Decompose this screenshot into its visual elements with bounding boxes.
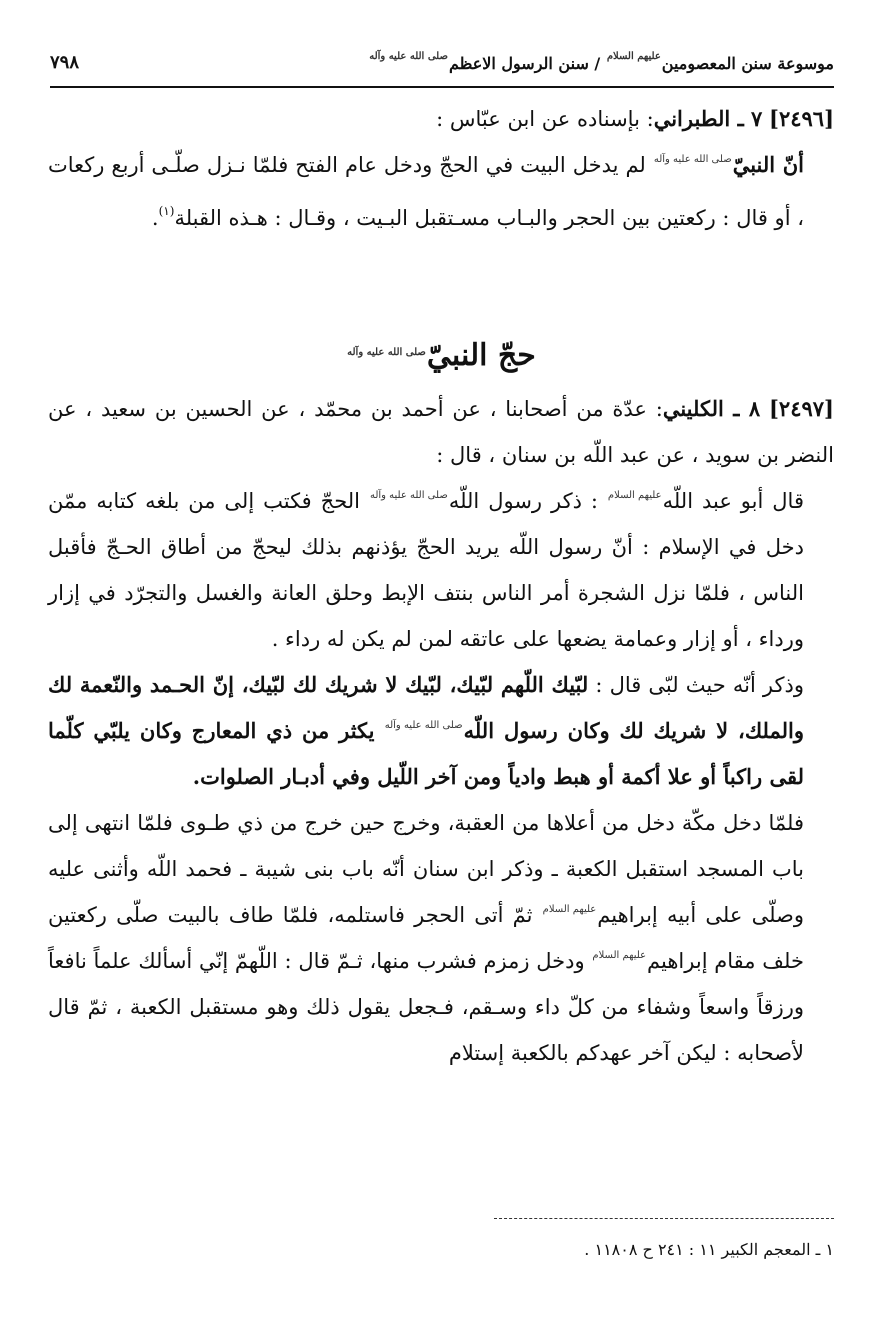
text-run: ثمّ أتى الحجر فاستلمه، فلمّا طاف بالبيت صلّى ركعتين خلف مقام إبراهيم: [48, 903, 804, 973]
honorific-glyph: صلى الله عليه وآله: [347, 347, 426, 358]
section-title: حجّ النبيّ: [426, 338, 536, 373]
hadith-isnad: [48, 96, 834, 142]
hadith-2496: [48, 96, 834, 241]
footnote-divider: [494, 1218, 834, 1219]
hadith-source: ٨ ـ الكليني: [662, 396, 761, 421]
hadith-number: [٢٤٩٦]: [769, 106, 834, 131]
honorific-glyph: عليهم السلام: [592, 950, 647, 961]
running-header: [50, 44, 834, 88]
book-title: موسوعة سنن المعصومين: [661, 53, 834, 73]
honorific-glyph: صلى الله عليه وآله: [369, 50, 448, 62]
text-run: الحجّ فكتب إلى من بلغه كتابه ممّن دخل في الإسلام : أنّ رسول اللّه يريد الحجّ يؤذنهم بذلك ليحجّ من أطاق الحـجّ فأقبل الناس ، فلمّا نزل الشجرة أمر الناس بنتف الإبط وحلق العانة والغسل والتجرّد في إزار ورداء ، أو إزار وعمامة يضعها على عاتقه لمن لم يكن له رداء .: [48, 489, 804, 651]
hadith-number: [٢٤٩٧]: [768, 396, 834, 421]
text-run: فلمّا دخل مكّة دخل من أعلاها من العقبة، وخرج حين خرج من ذي طـوى فلمّا انتهى إلى باب المسجد استقبل الكعبة ـ وذكر ابن سنان أنّه باب بنى شيبة ـ فحمد اللّه وأثنى عليه وصلّى على أبيه إبراهيم: [48, 811, 804, 927]
text-run: : ذكر رسول اللّه: [448, 489, 598, 513]
text-run: ودخل زمزم فشرب منها، ثـمّ قال : اللّهمّ إنّي أسألك علماً نافعاً ورزقاً واسعاً وشفاء من كلّ داء وسـقم، فـجعل يقول ذلك وهو مستقبل الكعبة ، ثمّ قال لأصحابه : ليكن آخر عهدكم بالكعبة إستلام: [48, 949, 804, 1065]
honorific-glyph: عليهم السلام: [542, 904, 597, 915]
paragraph: [48, 800, 834, 1076]
text-run: وذكر أنّه حيث لبّى قال :: [595, 673, 804, 697]
footnote: [48, 1236, 834, 1264]
text-run: قال أبو عبد اللّه: [662, 489, 804, 513]
hadith-2497: [48, 386, 834, 1076]
hadith-isnad: [48, 386, 834, 478]
title-separator: /: [594, 53, 601, 73]
page-number: ٧٩٨: [50, 51, 80, 73]
honorific-glyph: عليهم السلام: [607, 490, 662, 501]
footnote-text: ١ ـ المعجم الكبير ١١ : ٢٤١ ح ١١٨٠٨ .: [584, 1240, 834, 1259]
honorific-glyph: عليهم السلام: [606, 50, 661, 62]
honorific-glyph: صلى الله عليه وآله: [384, 720, 463, 731]
sentence-end: .: [151, 206, 159, 230]
text-run-bold: لبّيك اللّهم لبّيك، لبّيك لا شريك لك لبّيك، إنّ الحـمد والنّعمة لك والملك، لا شريك لك وكان رسول اللّه: [48, 672, 804, 743]
section-heading: [48, 330, 834, 382]
honorific-glyph: صلى الله عليه وآله: [369, 490, 448, 501]
paragraph: [48, 662, 834, 800]
hadith-source: ٧ ـ الطبراني: [653, 106, 763, 131]
hadith-text-part: أنّ النبيّ: [732, 152, 804, 177]
hadith-text: [48, 142, 834, 241]
text-run-bold: يكثر من ذي المعارج وكان يلبّي كلّما لقى راكباً أو علا أكمة أو هبط وادياً ومن آخر اللّيل وفي أدبـار الصلوات.: [48, 718, 804, 789]
volume-title: سنن الرسول الاعظم: [448, 53, 589, 73]
isnad-text: : عدّة من أصحابنا ، عن أحمد بن محمّد ، عن الحسين بن سعيد ، عن النضر بن سويد ، عن عبد اللّه بن سنان ، قال :: [48, 397, 834, 467]
running-title: [368, 52, 834, 73]
isnad-text: : بإسناده عن ابن عبّاس :: [436, 107, 654, 131]
paragraph: [48, 478, 834, 662]
footnote-ref[interactable]: (١): [158, 204, 175, 218]
hadith-text-part: لم يدخل البيت في الحجّ ودخل عام الفتح فلمّا نـزل صلّـى أربع ركعات ، أو قال : ركعتين بين الحجر والبـاب مسـتقبل البـيت ، وقـال : هـذه القبلة: [48, 153, 804, 230]
honorific-glyph: صلى الله عليه وآله: [653, 154, 732, 165]
